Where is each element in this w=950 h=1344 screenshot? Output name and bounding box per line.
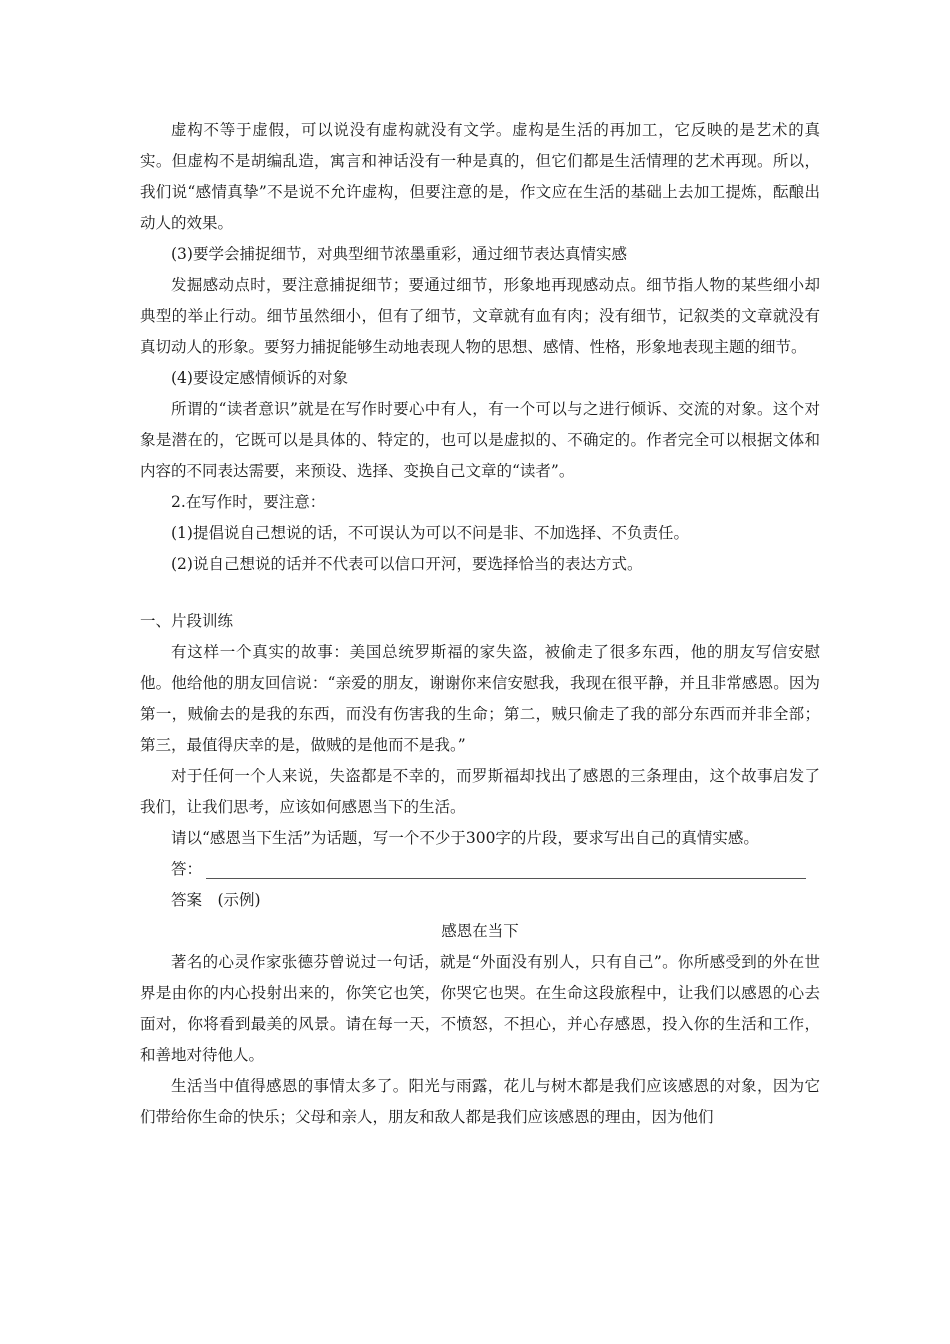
paragraph-task: 请以“感恩当下生活”为话题，写一个不少于300字的片段，要求写出自己的真情实感。 <box>171 829 759 847</box>
paragraph-story: 有这样一个真实的故事：美国总统罗斯福的家失盗，被偷走了很多东西，他的朋友写信安慰他。他给他的朋友回信说：“亲爱的朋友，谢谢你来信安慰我，我现在很平静，并且非常感恩。因为第一，贼偷去的是我的东西，而没有伤害我的生命；第二，贼只偷走了我的部分东西而并非全部；第三，最值得庆幸的是，做贼的是他而不是我。” <box>140 643 820 754</box>
list-item-note-2: (2)说自己想说的话并不代表可以信口开河，要选择恰当的表达方式。 <box>171 555 643 573</box>
paragraph-essay-1: 著名的心灵作家张德芬曾说过一句话，就是“外面没有别人，只有自己”。你所感受到的外在世界是由你的内心投射出来的，你笑它也笑，你哭它也哭。在生命这段旅程中，让我们以感恩的心去面对，你将看到最美的风景。请在每一天，不愤怒，不担心，并心存感恩，投入你的生活和工作，和善地对待他人。 <box>140 953 820 1064</box>
answer-line <box>140 854 820 885</box>
paragraph-fiction: 虚构不等于虚假，可以说没有虚构就没有文学。虚构是生活的再加工，它反映的是艺术的真实。但虚构不是胡编乱造，寓言和神话没有一种是真的，但它们都是生活情理的艺术再现。所以，我们说“感情真挚”不是说不允许虚构，但要注意的是，作文应在生活的基础上去加工提炼，酝酿出动人的效果。 <box>140 121 820 232</box>
paragraph-details: 发掘感动点时，要注意捕捉细节；要通过细节，形象地再现感动点。细节指人物的某些细小却典型的举止行动。细节虽然细小，但有了细节，文章就有血有肉；没有细节，记叙类的文章就没有真切动人的形象。要努力捕捉能够生动地表现人物的思想、感情、性格，形象地表现主题的细节。 <box>140 276 820 356</box>
paragraph-essay-2: 生活当中值得感恩的事情太多了。阳光与雨露，花儿与树木都是我们应该感恩的对象，因为它们带给你生命的快乐；父母和亲人，朋友和敌人都是我们应该感恩的理由，因为他们 <box>140 1077 820 1126</box>
subheading-writing-notes: 2.在写作时，要注意： <box>171 493 326 511</box>
answer-blank[interactable] <box>206 858 806 879</box>
section-title: 一、片段训练 <box>140 612 234 630</box>
paragraph-story-reflection: 对于任何一个人来说，失盗都是不幸的，而罗斯福却找出了感恩的三条理由，这个故事启发了我们，让我们思考，应该如何感恩当下的生活。 <box>140 767 820 816</box>
essay-title: 感恩在当下 <box>441 922 519 940</box>
answer-prompt: 答： <box>171 860 203 878</box>
section-spacer <box>140 580 820 606</box>
list-item-note-1: (1)提倡说自己想说的话，不可误认为可以不问是非、不加选择、不负责任。 <box>171 524 689 542</box>
paragraph-audience: 所谓的“读者意识”就是在写作时要心中有人，有一个可以与之进行倾诉、交流的对象。这个对象是潜在的，它既可以是具体的、特定的，也可以是虚拟的、不确定的。作者完全可以根据文体和内容的不同表达需要，来预设、选择、变换自己文章的“读者”。 <box>140 400 820 480</box>
document-body <box>140 115 820 1133</box>
answer-label: 答案 (示例) <box>171 891 261 909</box>
subheading-audience: (4)要设定感情倾诉的对象 <box>171 369 348 387</box>
subheading-details: (3)要学会捕捉细节，对典型细节浓墨重彩，通过细节表达真情实感 <box>171 245 627 263</box>
